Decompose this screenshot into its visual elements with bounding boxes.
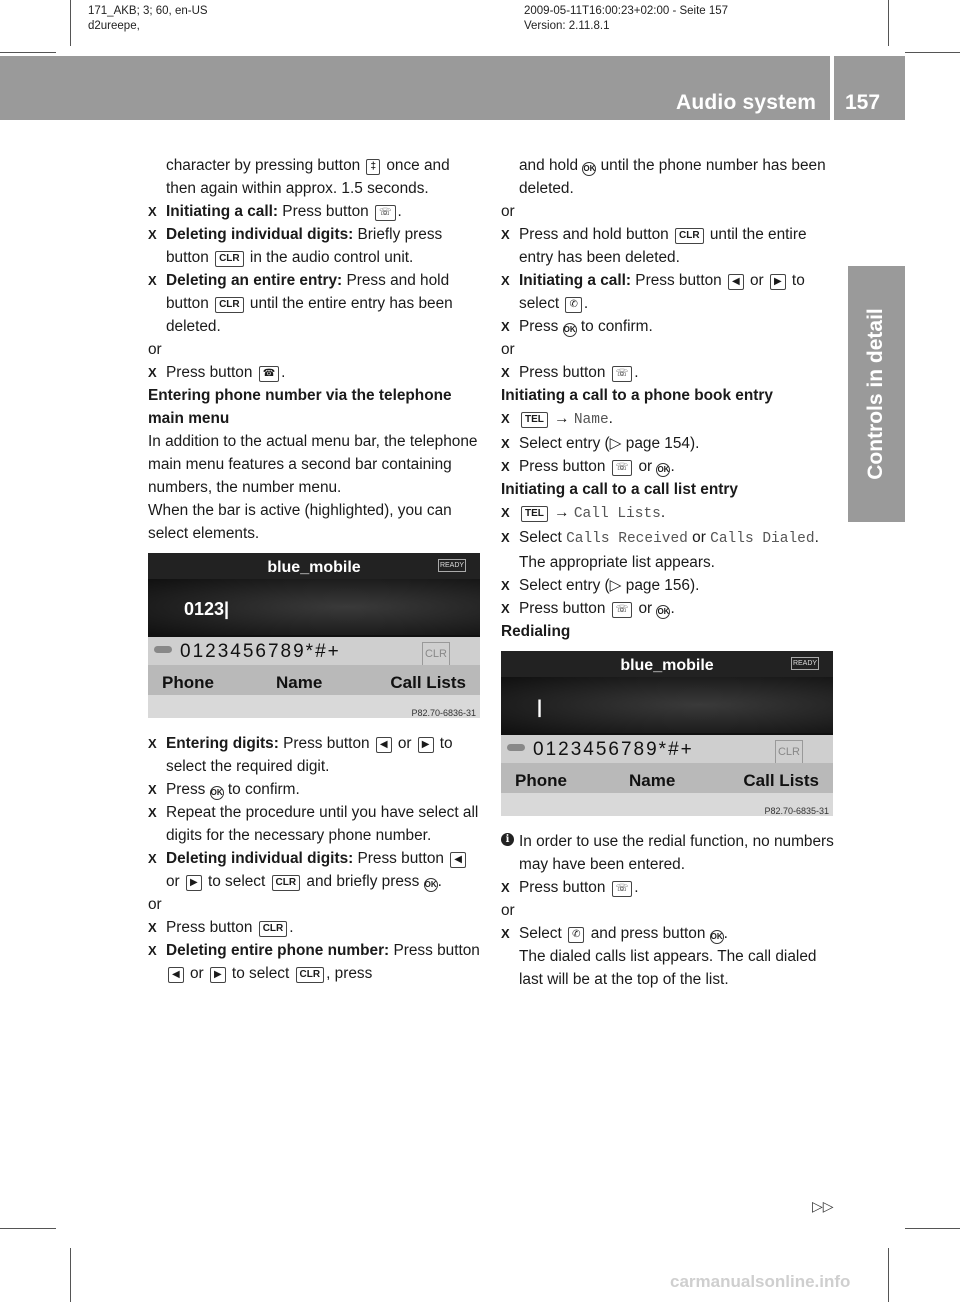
step: X Entering digits: Press button ◀ or ▶ to select the required digit.: [148, 732, 482, 778]
section-heading: Redialing: [501, 623, 571, 640]
crop-mark: [0, 52, 56, 53]
step: X Select ✆ and press button OK. The dialed calls list appears. The call dialed last will be at the top of the list.: [501, 922, 835, 991]
step-arrow-icon: X: [501, 273, 510, 288]
step-arrow-icon: X: [148, 273, 157, 288]
crop-mark: [70, 1248, 71, 1302]
step: X Press button ☏ or OK.: [501, 455, 835, 478]
step-arrow-icon: X: [501, 505, 510, 520]
tel-key-icon: TEL: [521, 412, 548, 428]
menu-item-name: Name: [629, 771, 676, 790]
step: X Select Calls Received or Calls Dialed. The appropriate list appears.: [501, 526, 835, 574]
call-key-icon: ☏: [612, 602, 633, 618]
section-heading: Initiating a call to a call list entry: [501, 481, 738, 498]
step-arrow-icon: X: [148, 736, 157, 751]
status-icon: READY: [791, 657, 819, 670]
menu-item-call-lists: Call Lists: [390, 673, 466, 692]
watermark: carmanualsonline.info: [670, 1272, 851, 1291]
step: X Deleting individual digits: Press button ◀ or ▶ to select CLR and briefly press OK.: [148, 847, 482, 893]
step: X Press button ☏ .: [501, 876, 835, 899]
paragraph: When the bar is active (highlighted), you can select elements.: [148, 502, 452, 542]
step: X Deleting an entire entry: Press and hold button CLR until the entire entry has been deleted.: [148, 269, 482, 338]
step: X Press OK to confirm.: [148, 778, 482, 801]
screen-title: blue_mobile: [267, 559, 361, 576]
step-arrow-icon: X: [501, 436, 510, 451]
clr-key-icon: CLR: [215, 251, 244, 267]
step-arrow-icon: X: [148, 851, 157, 866]
screen-display: [501, 677, 833, 733]
step: X Select entry (▷ page 154).: [501, 432, 835, 455]
telephone-screen-image: [148, 553, 480, 718]
left-arrow-key-icon: ◀: [450, 852, 466, 868]
section-heading: Entering phone number via the telephone main menu: [148, 387, 452, 427]
step-arrow-icon: X: [501, 601, 510, 616]
print-meta-right: [524, 4, 728, 34]
ok-button-icon: OK: [210, 786, 224, 800]
step-arrow-icon: X: [148, 365, 157, 380]
left-column: [148, 154, 482, 985]
crop-mark: [70, 0, 71, 46]
meta-line: 171_AKB; 3; 60, en-US: [88, 5, 208, 17]
hang-up-icon: [507, 744, 525, 751]
section-heading: Initiating a call to a phone book entry: [501, 387, 773, 404]
right-arrow-key-icon: ▶: [770, 274, 786, 290]
image-reference: P82.70-6835-31: [764, 806, 829, 816]
call-key-icon: ☏: [612, 460, 633, 476]
crop-mark: [905, 52, 960, 53]
clr-key-icon: CLR: [296, 967, 325, 983]
end-call-key-icon: ☎: [259, 366, 279, 382]
hang-up-icon: [154, 646, 172, 653]
or-text: or: [501, 203, 515, 220]
step: X Press button ☏ or OK.: [501, 597, 835, 620]
clr-key-icon: CLR: [272, 875, 301, 891]
crop-mark: [888, 1248, 889, 1302]
call-icon: ✆: [565, 297, 581, 313]
ok-button-icon: OK: [563, 323, 577, 337]
or-text: or: [148, 341, 162, 358]
step-arrow-icon: X: [148, 920, 157, 935]
clr-icon: CLR: [775, 740, 803, 765]
left-arrow-key-icon: ◀: [728, 274, 744, 290]
step: X Press OK to confirm.: [501, 315, 835, 338]
step: X Deleting entire phone number: Press button ◀ or ▶ to select CLR , press: [148, 939, 482, 985]
redial-screen-image: [501, 651, 833, 816]
ok-button-icon: OK: [424, 878, 438, 892]
step: X Press and hold button CLR until the entire entry has been deleted.: [501, 223, 835, 269]
step-arrow-icon: X: [501, 530, 510, 545]
clr-key-icon: CLR: [675, 228, 704, 244]
section-title: Audio system: [676, 91, 817, 114]
step-arrow-icon: X: [501, 926, 510, 941]
right-arrow-key-icon: ▶: [210, 967, 226, 983]
step: X TEL → Call Lists.: [501, 501, 835, 526]
step: X Initiating a call: Press button ☏ .: [148, 200, 482, 223]
side-tab-label: Controls in detail: [864, 308, 887, 480]
dialed-number: |: [537, 697, 543, 717]
digit-row: 0123456789*#+: [533, 739, 694, 760]
image-reference: P82.70-6836-31: [411, 708, 476, 718]
status-icon: READY: [438, 559, 466, 572]
paragraph: In addition to the actual menu bar, the telephone main menu features a second bar containing numbers, the number menu.: [148, 433, 478, 496]
step-arrow-icon: X: [501, 459, 510, 474]
step-arrow-icon: X: [148, 227, 157, 242]
right-arrow-key-icon: ▶: [418, 737, 434, 753]
info-icon: i: [501, 833, 514, 846]
crop-mark: [0, 1228, 56, 1229]
call-key-icon: ☏: [612, 366, 633, 382]
digit-row: 0123456789*#+: [180, 641, 341, 662]
page-number: 157: [845, 91, 881, 114]
left-arrow-key-icon: ◀: [168, 967, 184, 983]
menu-item-phone: Phone: [515, 771, 567, 790]
ok-button-icon: OK: [710, 930, 724, 944]
ok-button-icon: OK: [656, 605, 670, 619]
menu-item-call-lists: Call Lists: [743, 771, 819, 790]
call-key-icon: ☏: [375, 205, 396, 221]
next-page-icon: ▷▷: [812, 1198, 834, 1214]
crop-mark: [905, 1228, 960, 1229]
hash-key-icon: ‡: [366, 159, 380, 175]
meta-line: d2ureepe,: [88, 20, 140, 32]
or-text: or: [501, 341, 515, 358]
step-arrow-icon: X: [501, 578, 510, 593]
step: X TEL → Name.: [501, 407, 835, 432]
or-text: or: [501, 902, 515, 919]
step: X Repeat the procedure until you have select all digits for the necessary phone number.: [148, 801, 482, 847]
step-arrow-icon: X: [148, 204, 157, 219]
right-arrow-key-icon: ▶: [186, 875, 202, 891]
info-note: i In order to use the redial function, no numbers may have been entered.: [501, 830, 835, 876]
step: X Press button ☏ .: [501, 361, 835, 384]
clr-key-icon: CLR: [259, 921, 288, 937]
dialed-number: 0123|: [184, 599, 230, 619]
right-column: [501, 154, 835, 991]
ok-button-icon: OK: [656, 463, 670, 477]
step: X Press button CLR .: [148, 916, 482, 939]
screen-title: blue_mobile: [620, 657, 714, 674]
step-arrow-icon: X: [148, 782, 157, 797]
step: X Initiating a call: Press button ◀ or ▶ to select ✆ .: [501, 269, 835, 315]
call-key-icon: ☏: [612, 881, 633, 897]
menu-item-name: Name: [276, 673, 323, 692]
step-arrow-icon: X: [148, 943, 157, 958]
step-arrow-icon: X: [148, 805, 157, 820]
step-arrow-icon: X: [501, 411, 510, 426]
ok-button-icon: OK: [582, 162, 596, 176]
paragraph: and hold OK until the phone number has been deleted.: [519, 157, 826, 197]
step: X Press button ☎ .: [148, 361, 482, 384]
clr-key-icon: CLR: [215, 297, 244, 313]
crop-mark: [888, 0, 889, 46]
header-divider: [830, 56, 834, 120]
menu-item-phone: Phone: [162, 673, 214, 692]
clr-icon: CLR: [422, 642, 450, 667]
print-meta-left: [88, 4, 208, 34]
tel-key-icon: TEL: [521, 506, 548, 522]
meta-line: 2009-05-11T16:00:23+02:00 - Seite 157: [524, 5, 729, 17]
step: X Deleting individual digits: Briefly press button CLR in the audio control unit.: [148, 223, 482, 269]
step-arrow-icon: X: [501, 880, 510, 895]
or-text: or: [148, 896, 162, 913]
call-icon: ✆: [568, 927, 584, 943]
step: X Select entry (▷ page 156).: [501, 574, 835, 597]
step-arrow-icon: X: [501, 227, 510, 242]
step-arrow-icon: X: [501, 365, 510, 380]
meta-line: Version: 2.11.8.1: [524, 20, 610, 32]
step-arrow-icon: X: [501, 319, 510, 334]
paragraph: character by pressing button ‡ once and then again within approx. 1.5 seconds.: [166, 157, 450, 197]
left-arrow-key-icon: ◀: [376, 737, 392, 753]
